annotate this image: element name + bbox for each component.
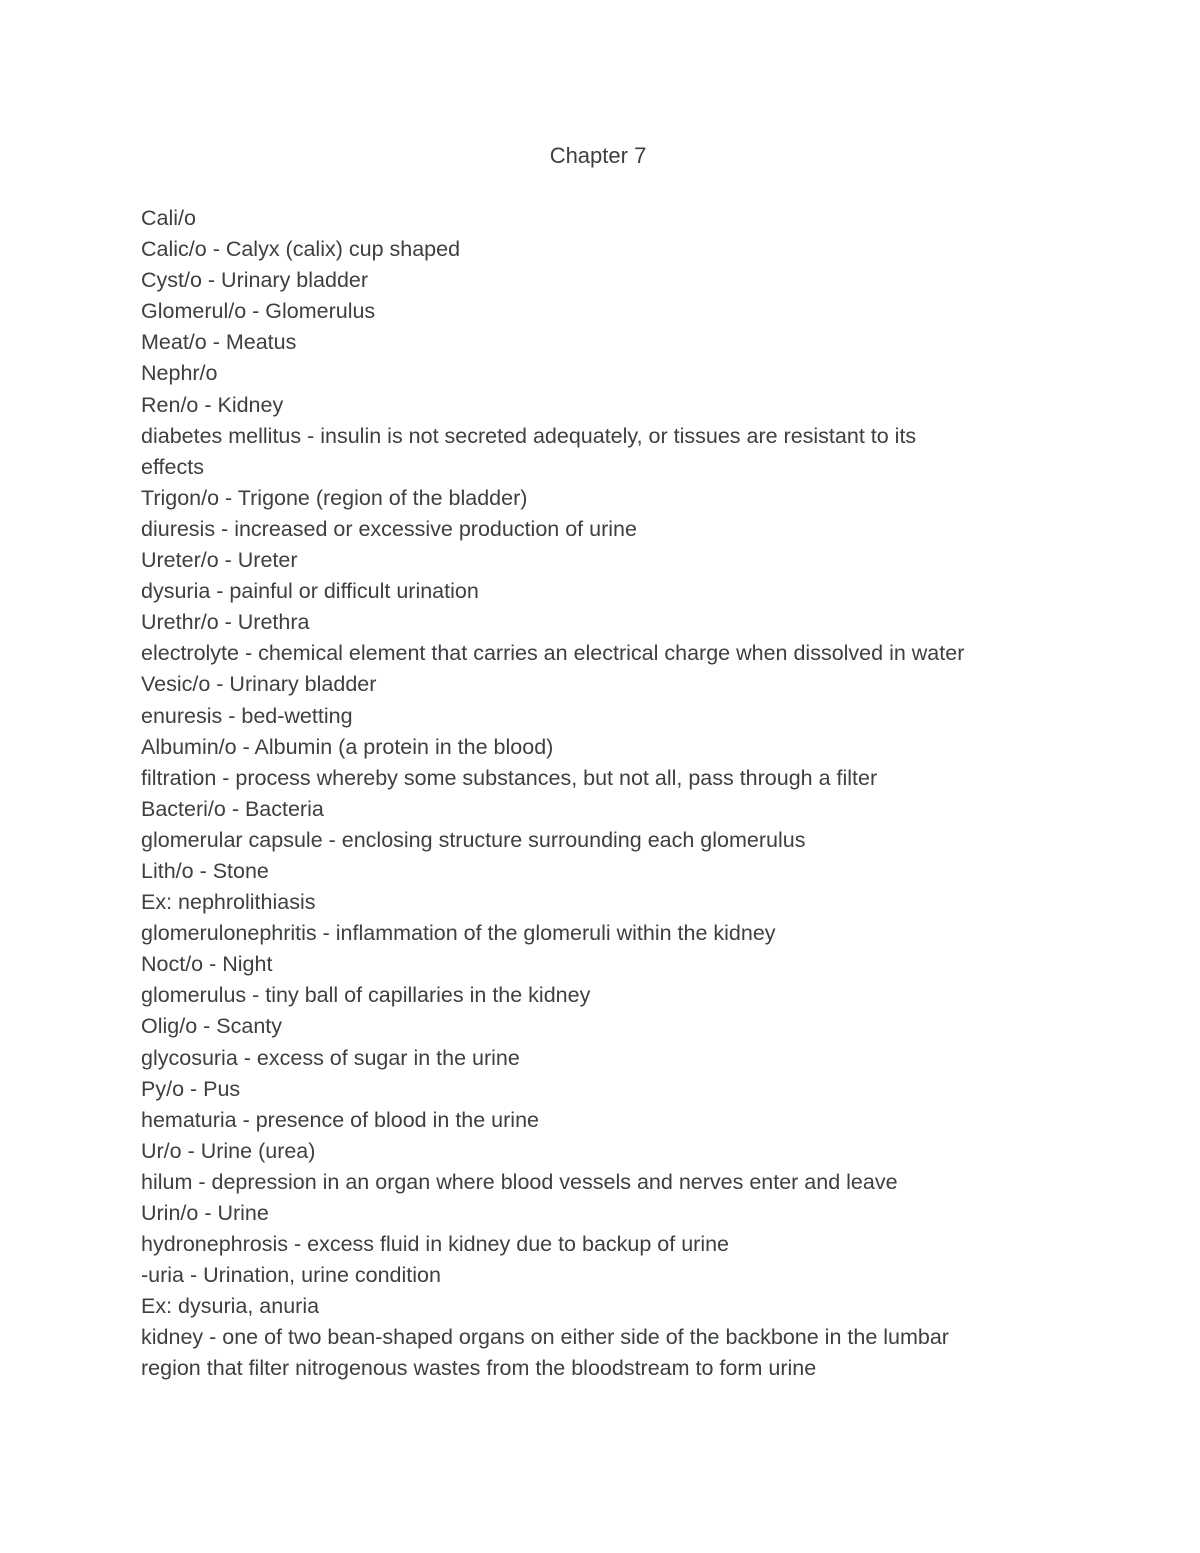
text-line: Vesic/o - Urinary bladder (141, 672, 377, 697)
text-line: Nephr/o (141, 361, 218, 386)
text-line: electrolyte - chemical element that carries an electrical charge when dissolved in water (141, 641, 965, 666)
text-line: Calic/o - Calyx (calix) cup shaped (141, 237, 461, 262)
text-line: hematuria - presence of blood in the urine (141, 1107, 539, 1132)
text-line: Olig/o - Scanty (141, 1014, 282, 1039)
text-line: diuresis - increased or excessive production of urine (141, 516, 637, 541)
text-line: Urin/o - Urine (141, 1201, 269, 1225)
text-line: Ren/o - Kidney (141, 392, 284, 417)
document-body (141, 203, 1051, 1385)
text-line: kidney - one of two bean-shaped organs on either side of the backbone in the lumbar (141, 1325, 949, 1350)
text-line: Bacteri/o - Bacteria (141, 796, 324, 821)
text-line: Albumin/o - Albumin (a protein in the blood) (141, 734, 554, 759)
text-line: region that filter nitrogenous wastes from the bloodstream to form urine (141, 1356, 817, 1381)
text-line: glomerular capsule - enclosing structure surrounding each glomerulus (141, 827, 806, 852)
text-line: Glomerul/o - Glomerulus (141, 299, 376, 324)
text-line: Ex: nephrolithiasis (141, 890, 316, 915)
text-line: effects (141, 454, 204, 479)
text-line: hydronephrosis - excess fluid in kidney due to backup of urine (141, 1232, 730, 1257)
text-line: Urethr/o - Urethra (141, 610, 310, 635)
text-line: Py/o - Pus (141, 1076, 241, 1101)
text-line: glycosuria - excess of sugar in the urine (141, 1045, 520, 1070)
text-line: diabetes mellitus - insulin is not secreted adequately, or tissues are resistant to its (141, 423, 917, 448)
text-line: glomerulonephritis - inflammation of the glomeruli within the kidney (141, 921, 776, 946)
text-line: dysuria - painful or difficult urination (141, 579, 479, 604)
text-line: Cyst/o - Urinary bladder (141, 268, 369, 293)
text-line: Meat/o - Meatus (141, 330, 297, 355)
page-title: Chapter 7 (549, 143, 647, 168)
text-line: Ureter/o - Ureter (141, 548, 298, 573)
text-line: glomerulus - tiny ball of capillaries in the kidney (141, 983, 591, 1008)
text-line: -uria - Urination, urine condition (141, 1263, 441, 1288)
text-line: hilum - depression in an organ where blood vessels and nerves enter and leave (141, 1169, 898, 1194)
text-line: Ur/o - Urine (urea) (141, 1138, 316, 1163)
text-line: filtration - process whereby some substances, but not all, pass through a filter (141, 765, 878, 790)
text-line: enuresis - bed-wetting (141, 703, 353, 728)
text-line: Noct/o - Night (141, 952, 273, 977)
text-line: Lith/o - Stone (141, 858, 269, 883)
text-line: Ex: dysuria, anuria (141, 1294, 320, 1319)
text-line: Trigon/o - Trigone (region of the bladder) (141, 485, 528, 510)
text-line: Cali/o (141, 206, 196, 230)
